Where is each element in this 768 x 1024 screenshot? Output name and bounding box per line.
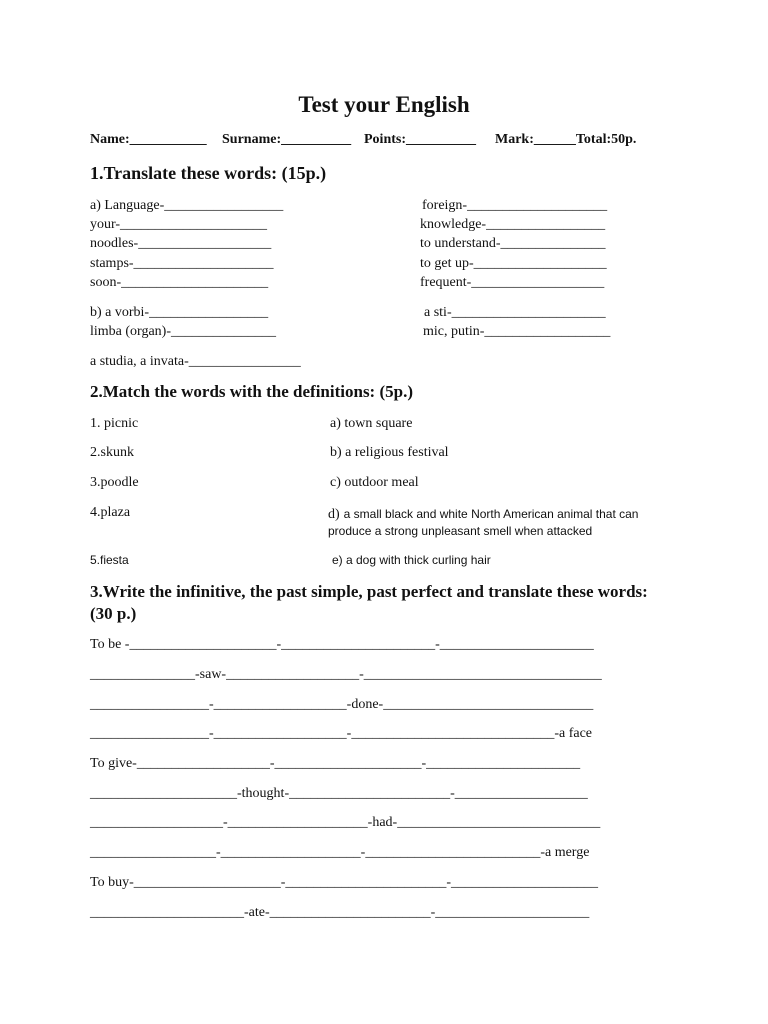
verb-row: To buy-_____________________-_______________________-_____________________: [90, 875, 599, 890]
match-definition: produce a strong unpleasant smell when attacked: [328, 524, 593, 538]
verb-row: ___________________-____________________-had-_____________________________: [90, 815, 601, 830]
match-word: 2.skunk: [90, 445, 134, 460]
verb-row: _______________-saw-___________________-__________________________________: [90, 667, 602, 682]
match-word: 1. picnic: [90, 416, 139, 431]
verb-row: _________________-___________________-_____________________________-a face: [90, 726, 593, 741]
translate-item: knowledge-_________________: [420, 217, 606, 232]
section3-heading-points: (30 p.): [90, 604, 137, 623]
match-definition: [328, 505, 638, 523]
match-definition: b) a religious festival: [330, 445, 449, 460]
match-definition: e) a dog with thick curling hair: [332, 553, 491, 567]
translate-item: foreign-____________________: [422, 198, 608, 213]
verb-row: __________________-____________________-_________________________-a merge: [90, 845, 590, 860]
section2-heading: 2.Match the words with the definitions: (5p.): [90, 382, 413, 401]
points-field-label: Points:__________: [364, 132, 476, 147]
translate-item: limba (organ)-_______________: [90, 324, 276, 339]
translate-item: your-_____________________: [90, 217, 268, 232]
verb-row: To give-___________________-_____________________-______________________: [90, 756, 581, 771]
translate-item: stamps-____________________: [90, 256, 274, 271]
section3-heading: 3.Write the infinitive, the past simple, past perfect and translate these words:: [90, 582, 648, 601]
section1-heading: 1.Translate these words: (15p.): [90, 163, 327, 183]
definition-text: a small black and white North American animal that can: [343, 507, 639, 521]
match-word: 4.plaza: [90, 505, 131, 520]
match-word: 5.fiesta: [90, 553, 129, 567]
translate-item: frequent-___________________: [420, 275, 605, 290]
surname-field-label: Surname:__________: [222, 132, 352, 147]
translate-item: a) Language-_________________: [90, 198, 284, 213]
verb-row: _____________________-thought-_______________________-___________________: [90, 786, 588, 801]
translate-item: soon-_____________________: [90, 275, 269, 290]
verb-row: _________________-___________________-done-______________________________: [90, 697, 594, 712]
match-word: 3.poodle: [90, 475, 139, 490]
definition-letter: d): [328, 507, 340, 522]
match-definition: c) outdoor meal: [330, 475, 419, 490]
match-definition: a) town square: [330, 416, 413, 431]
translate-item: b) a vorbi-_________________: [90, 305, 269, 320]
verb-row: ______________________-ate-_______________________-______________________: [90, 905, 590, 920]
mark-total-label: Mark:______Total:50p.: [495, 132, 637, 147]
name-field-label: Name:___________: [90, 132, 207, 147]
translate-item: to get up-___________________: [420, 256, 607, 271]
translate-item: a studia, a invata-________________: [90, 354, 301, 369]
translate-item: to understand-_______________: [420, 236, 606, 251]
translate-item: mic, putin-__________________: [423, 324, 611, 339]
page-title: Test your English: [298, 92, 470, 117]
translate-item: noodles-___________________: [90, 236, 272, 251]
translate-item: a sti-______________________: [424, 305, 606, 320]
verb-row: To be -_____________________-______________________-______________________: [90, 637, 594, 652]
